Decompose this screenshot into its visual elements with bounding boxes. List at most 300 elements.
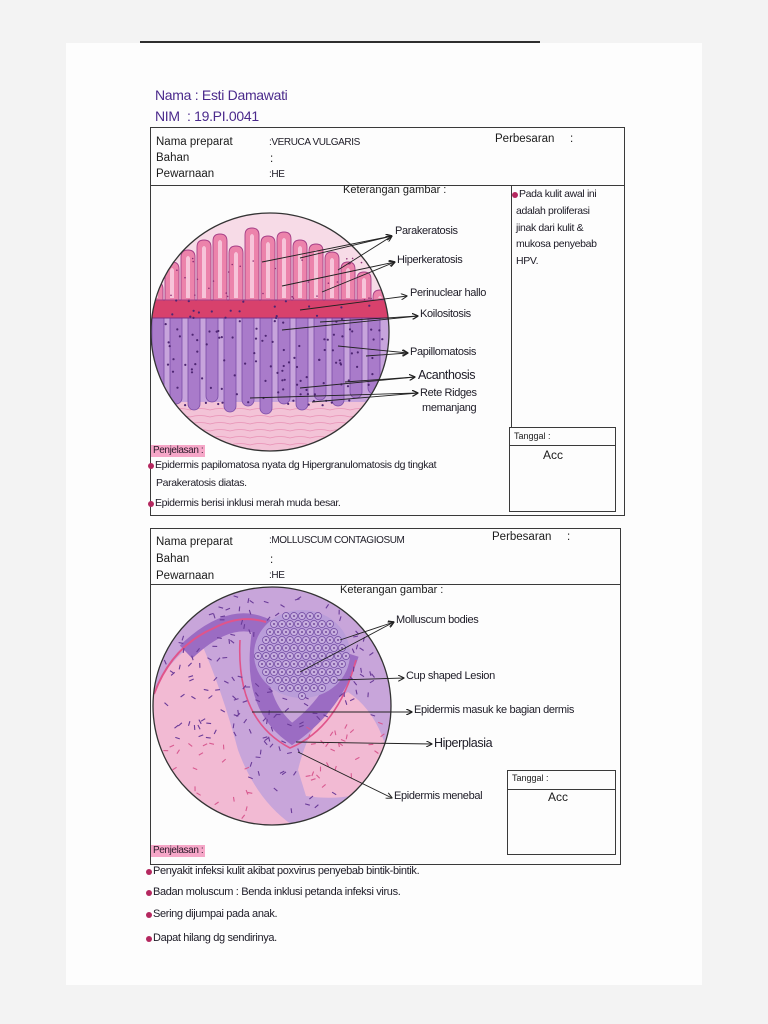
cell-nucleus-dot <box>208 330 210 332</box>
cell-nucleus-dot <box>253 352 255 354</box>
cell-nucleus-dot <box>206 343 208 345</box>
cell-nucleus-dot <box>261 340 263 342</box>
cell-nucleus-dot <box>351 352 353 354</box>
molluscum-body-nucleus <box>301 679 303 681</box>
penjelasan-line: Sering dijumpai pada anak. <box>153 908 278 920</box>
cell-nucleus-dot <box>232 336 234 338</box>
cell-nucleus-dot <box>172 358 174 360</box>
molluscum-body-nucleus <box>325 679 327 681</box>
cell-nucleus-dot <box>283 349 285 351</box>
molluscum-body-nucleus <box>337 639 339 641</box>
cell-nucleus-dot <box>283 365 285 367</box>
label-perinuclear-hallo: Perinuclear hallo <box>410 287 486 299</box>
cell-nucleus-dot <box>213 280 215 282</box>
molluscum-body-nucleus <box>313 639 315 641</box>
molluscum-body-nucleus <box>297 623 299 625</box>
cell-nucleus-dot <box>176 269 178 271</box>
cell-nucleus-dot <box>352 258 354 260</box>
papilla-core <box>330 258 334 298</box>
cell-nucleus-dot <box>332 349 334 351</box>
cell-nucleus-dot <box>194 363 196 365</box>
molluscum-body-nucleus <box>309 631 311 633</box>
side-note-line: HPV. <box>516 255 539 267</box>
side-note-line: mukosa penyebab <box>516 238 597 250</box>
molluscum-body-nucleus <box>321 671 323 673</box>
nucleus-dash <box>206 737 211 738</box>
label-memanjang: memanjang <box>422 402 477 414</box>
molluscum-body-nucleus <box>337 655 339 657</box>
molluscum-body-nucleus <box>305 623 307 625</box>
cell-nucleus-dot <box>255 360 257 362</box>
molluscum-body-nucleus <box>301 647 303 649</box>
label-hiperplasia: Hiperplasia <box>434 736 493 750</box>
molluscum-body-nucleus <box>321 623 323 625</box>
molluscum-body-nucleus <box>269 631 271 633</box>
cell-nucleus-dot <box>308 281 310 283</box>
cell-nucleus-dot <box>184 364 186 366</box>
molluscum-body-nucleus <box>285 647 287 649</box>
label-molluscum-bodies: Molluscum bodies <box>396 614 479 626</box>
label-cup-shaped-lesion: Cup shaped Lesion <box>406 670 495 682</box>
nucleus-dash <box>234 797 235 802</box>
molluscum-body-nucleus <box>325 647 327 649</box>
label-parakeratosis: Parakeratosis <box>395 225 458 237</box>
cell-nucleus-dot <box>218 337 220 339</box>
cell-nucleus-dot <box>262 293 264 295</box>
molluscum-body-nucleus <box>297 687 299 689</box>
cell-nucleus-dot <box>287 403 289 405</box>
papilla-core <box>282 238 286 298</box>
cell-nucleus-dot <box>381 338 383 340</box>
cell-nucleus-dot <box>191 371 193 373</box>
cell-nucleus-dot <box>323 338 325 340</box>
cell-nucleus-dot <box>333 334 335 336</box>
molluscum-body-nucleus <box>337 671 339 673</box>
rete-ridge <box>188 306 200 410</box>
cell-nucleus-dot <box>239 320 241 322</box>
cell-nucleus-dot <box>223 359 225 361</box>
cell-nucleus-dot <box>221 388 223 390</box>
cell-nucleus-dot <box>314 393 316 395</box>
cell-nucleus-dot <box>244 363 246 365</box>
molluscum-body-nucleus <box>309 679 311 681</box>
cell-nucleus-dot <box>296 384 298 386</box>
molluscum-body-nucleus <box>273 671 275 673</box>
cell-nucleus-dot <box>364 299 366 301</box>
cell-nucleus-dot <box>196 339 198 341</box>
pewarnaan-value: :HE <box>269 169 285 180</box>
cell-nucleus-dot <box>188 299 190 301</box>
papilla-core <box>362 278 366 298</box>
cell-nucleus-dot <box>322 404 324 406</box>
cell-nucleus-dot <box>298 345 300 347</box>
cell-nucleus-dot <box>373 338 375 340</box>
cell-nucleus-dot <box>191 368 193 370</box>
cell-nucleus-dot <box>340 306 342 308</box>
molluscum-body-nucleus <box>341 663 343 665</box>
cell-nucleus-dot <box>274 320 276 322</box>
molluscum-body-nucleus <box>293 679 295 681</box>
keterangan-gambar-label: Keterangan gambar : <box>343 184 447 196</box>
nama-preparat-value: :VERUCA VULGARIS <box>269 137 360 148</box>
cell-nucleus-dot <box>346 258 348 260</box>
papilla-core <box>186 256 190 298</box>
cell-nucleus-dot <box>348 399 350 401</box>
nama-preparat-label: Nama preparat <box>156 536 233 548</box>
cell-nucleus-dot <box>306 376 308 378</box>
label-epidermis-masuk-dermis: Epidermis masuk ke bagian dermis <box>414 704 574 716</box>
molluscum-body-nucleus <box>285 615 287 617</box>
side-note-line: adalah proliferasi <box>516 205 590 217</box>
molluscum-body-nucleus <box>317 679 319 681</box>
bullet-icon <box>146 869 152 875</box>
nucleus-dash <box>267 719 268 724</box>
molluscum-body-nucleus <box>273 623 275 625</box>
cell-nucleus-dot <box>264 380 266 382</box>
cell-nucleus-dot <box>282 322 284 324</box>
nucleus-dash <box>206 723 211 724</box>
cell-nucleus-dot <box>236 393 238 395</box>
nucleus-dash <box>256 757 261 758</box>
cell-nucleus-dot <box>228 271 230 273</box>
cell-nucleus-dot <box>192 258 194 260</box>
molluscum-body-nucleus <box>333 663 335 665</box>
cell-nucleus-dot <box>292 296 294 298</box>
bullet-icon <box>146 936 152 942</box>
penjelasan-line: Epidermis berisi inklusi merah muda besar. <box>155 497 341 509</box>
tanggal-label: Tanggal : <box>512 773 549 783</box>
molluscum-body-nucleus <box>281 639 283 641</box>
cell-nucleus-dot <box>368 384 370 386</box>
molluscum-body-nucleus <box>301 631 303 633</box>
cell-nucleus-dot <box>201 377 203 379</box>
molluscum-body-nucleus <box>317 615 319 617</box>
cell-nucleus-dot <box>179 335 181 337</box>
cell-nucleus-dot <box>210 387 212 389</box>
molluscum-body-nucleus <box>261 663 263 665</box>
molluscum-body-nucleus <box>277 631 279 633</box>
cell-nucleus-dot <box>230 310 232 312</box>
molluscum-body-nucleus <box>313 655 315 657</box>
side-note-line: Pada kulit awal ini <box>519 188 597 200</box>
molluscum-body-nucleus <box>273 655 275 657</box>
cell-nucleus-dot <box>308 305 310 307</box>
molluscum-body-nucleus <box>321 639 323 641</box>
cell-nucleus-dot <box>231 264 233 266</box>
label-papillomatosis: Papillomatosis <box>410 346 477 358</box>
cell-nucleus-dot <box>217 403 219 405</box>
molluscum-body-nucleus <box>293 615 295 617</box>
cell-nucleus-dot <box>226 292 228 294</box>
cell-nucleus-dot <box>221 336 223 338</box>
molluscum-body-nucleus <box>257 655 259 657</box>
cell-nucleus-dot <box>357 351 359 353</box>
cell-nucleus-dot <box>281 370 283 372</box>
molluscum-body-nucleus <box>301 615 303 617</box>
cell-nucleus-dot <box>288 361 290 363</box>
bullet-icon <box>148 463 154 469</box>
molluscum-body-nucleus <box>317 647 319 649</box>
molluscum-body-nucleus <box>309 647 311 649</box>
bullet-icon <box>146 912 152 918</box>
cell-nucleus-dot <box>368 305 370 307</box>
bahan-value: : <box>270 554 274 566</box>
cell-nucleus-dot <box>339 359 341 361</box>
molluscum-body-nucleus <box>269 679 271 681</box>
cell-nucleus-dot <box>351 330 353 332</box>
papilla-core <box>170 268 174 298</box>
molluscum-body-nucleus <box>329 639 331 641</box>
papilla-core <box>250 234 254 298</box>
nucleus-dash <box>238 710 239 715</box>
molluscum-body-nucleus <box>341 647 343 649</box>
label-acanthosis: Acanthosis <box>418 368 476 382</box>
cell-nucleus-dot <box>171 313 173 315</box>
label-rete-ridges: Rete Ridges <box>420 387 477 399</box>
pewarnaan-value: :HE <box>269 570 285 581</box>
cell-nucleus-dot <box>270 365 272 367</box>
molluscum-body-nucleus <box>329 623 331 625</box>
cell-nucleus-dot <box>255 328 257 330</box>
cell-nucleus-dot <box>316 315 318 317</box>
molluscum-body-nucleus <box>289 655 291 657</box>
rete-ridge <box>152 306 164 398</box>
cell-nucleus-dot <box>211 310 213 312</box>
molluscum-body-nucleus <box>265 655 267 657</box>
cell-nucleus-dot <box>184 277 186 279</box>
molluscum-body-nucleus <box>277 663 279 665</box>
cell-nucleus-dot <box>255 338 257 340</box>
nama-preparat-value: :MOLLUSCUM CONTAGIOSUM <box>269 535 405 546</box>
cell-nucleus-dot <box>224 317 226 319</box>
molluscum-body-nucleus <box>313 671 315 673</box>
bahan-label: Bahan <box>156 152 190 164</box>
nucleus-dash <box>239 607 240 612</box>
molluscum-body-nucleus <box>281 671 283 673</box>
molluscum-body-nucleus <box>265 671 267 673</box>
cell-nucleus-dot <box>176 328 178 330</box>
nucleus-dash <box>311 744 316 745</box>
keterangan-gambar-label: Keterangan gambar : <box>340 584 444 596</box>
nucleus-dash <box>260 750 261 755</box>
molluscum-body-nucleus <box>297 671 299 673</box>
molluscum-body-nucleus <box>289 639 291 641</box>
cell-nucleus-dot <box>227 296 229 298</box>
cell-nucleus-dot <box>242 301 244 303</box>
tanggal-label: Tanggal : <box>514 431 551 441</box>
rete-ridge <box>170 306 182 404</box>
molluscum-body-nucleus <box>281 687 283 689</box>
cell-nucleus-dot <box>216 331 218 333</box>
cell-nucleus-dot <box>276 315 278 317</box>
molluscum-body-nucleus <box>277 679 279 681</box>
cell-nucleus-dot <box>318 359 320 361</box>
penjelasan-line: Penyakit infeksi kulit akibat poxvirus penyebab bintik-bintik. <box>153 865 420 877</box>
cell-nucleus-dot <box>198 311 200 313</box>
molluscum-body-nucleus <box>285 679 287 681</box>
cell-nucleus-dot <box>323 382 325 384</box>
molluscum-body-nucleus <box>277 647 279 649</box>
cell-nucleus-dot <box>265 335 267 337</box>
nucleus-dash <box>267 692 272 693</box>
perbesaran-label: Perbesaran <box>495 133 555 145</box>
molluscum-body-nucleus <box>301 695 303 697</box>
cell-nucleus-dot <box>341 318 343 320</box>
molluscum-body-nucleus <box>289 687 291 689</box>
penjelasan-heading: Penjelasan : <box>153 445 204 456</box>
molluscum-body-nucleus <box>309 663 311 665</box>
cell-nucleus-dot <box>370 298 372 300</box>
papilla-core <box>202 246 206 298</box>
molluscum-body-nucleus <box>281 655 283 657</box>
cell-nucleus-dot <box>292 400 294 402</box>
cell-nucleus-dot <box>205 402 207 404</box>
cell-nucleus-dot <box>371 357 373 359</box>
molluscum-body-nucleus <box>269 663 271 665</box>
cell-nucleus-dot <box>324 349 326 351</box>
molluscum-body-nucleus <box>285 663 287 665</box>
student-nim: NIM : 19.PI.0041 <box>155 108 259 124</box>
papilla-core <box>218 240 222 298</box>
nucleus-dash <box>233 723 234 728</box>
molluscum-body-nucleus <box>305 687 307 689</box>
bullet-icon <box>146 890 152 896</box>
molluscum-body-nucleus <box>297 639 299 641</box>
cell-nucleus-dot <box>192 261 194 263</box>
molluscum-body-nucleus <box>333 631 335 633</box>
nama-preparat-label: Nama preparat <box>156 136 233 148</box>
side-note-line: jinak dari kulit & <box>516 222 584 234</box>
cell-nucleus-dot <box>192 334 194 336</box>
pewarnaan-label: Pewarnaan <box>156 168 215 180</box>
molluscum-body-nucleus <box>305 639 307 641</box>
cell-nucleus-dot <box>308 404 310 406</box>
cell-nucleus-dot <box>252 260 254 262</box>
pewarnaan-label: Pewarnaan <box>156 570 215 582</box>
cell-nucleus-dot <box>368 297 370 299</box>
cell-nucleus-dot <box>167 364 169 366</box>
label-koilositosis: Koilositosis <box>420 308 471 320</box>
molluscum-body-nucleus <box>309 615 311 617</box>
cell-nucleus-dot <box>341 335 343 337</box>
cell-nucleus-dot <box>165 323 167 325</box>
molluscum-body-nucleus <box>329 671 331 673</box>
molluscum-body-nucleus <box>293 663 295 665</box>
molluscum-body-nucleus <box>281 623 283 625</box>
molluscum-body-nucleus <box>317 631 319 633</box>
cell-nucleus-dot <box>305 389 307 391</box>
bahan-value: : <box>270 153 274 165</box>
cell-nucleus-dot <box>371 373 373 375</box>
cell-nucleus-dot <box>349 328 351 330</box>
molluscum-body-nucleus <box>321 655 323 657</box>
molluscum-body-nucleus <box>321 687 323 689</box>
molluscum-body-nucleus <box>333 647 335 649</box>
cell-nucleus-dot <box>172 371 174 373</box>
rete-ridge <box>296 306 308 410</box>
rete-ridge <box>224 306 236 412</box>
cell-nucleus-dot <box>194 294 196 296</box>
cell-nucleus-dot <box>184 404 186 406</box>
cell-nucleus-dot <box>239 266 241 268</box>
cell-nucleus-dot <box>378 329 380 331</box>
molluscum-body-nucleus <box>261 647 263 649</box>
penjelasan-line: Parakeratosis diatas. <box>156 477 247 489</box>
molluscum-body-nucleus <box>317 663 319 665</box>
cell-nucleus-dot <box>340 363 342 365</box>
molluscum-body-nucleus <box>301 663 303 665</box>
cell-nucleus-dot <box>276 372 278 374</box>
cell-nucleus-dot <box>301 259 303 261</box>
bahan-label: Bahan <box>156 553 190 565</box>
cell-nucleus-dot <box>300 380 302 382</box>
molluscum-body-nucleus <box>285 631 287 633</box>
cell-nucleus-dot <box>293 357 295 359</box>
cell-nucleus-dot <box>337 281 339 283</box>
cell-nucleus-dot <box>275 268 277 270</box>
cell-nucleus-dot <box>221 402 223 404</box>
label-hiperkeratosis: Hiperkeratosis <box>397 254 463 266</box>
cell-nucleus-dot <box>281 379 283 381</box>
student-name: Nama : Esti Damawati <box>155 87 288 103</box>
molluscum-body-nucleus <box>313 687 315 689</box>
bullet-icon <box>148 501 154 507</box>
bullet-icon <box>512 192 518 198</box>
cell-nucleus-dot <box>370 329 372 331</box>
penjelasan-line: Epidermis papilomatosa nyata dg Hipergranulomatosis dg tingkat <box>155 459 437 471</box>
cell-nucleus-dot <box>170 295 172 297</box>
cell-nucleus-dot <box>361 262 363 264</box>
label-epidermis-menebal: Epidermis menebal <box>394 790 483 802</box>
cell-nucleus-dot <box>168 341 170 343</box>
rete-ridge <box>242 306 254 406</box>
molluscum-body-nucleus <box>297 655 299 657</box>
molluscum-body-nucleus <box>293 631 295 633</box>
perbesaran-value: : <box>570 133 574 145</box>
papilla-core <box>266 242 270 298</box>
cell-nucleus-dot <box>275 317 277 319</box>
nucleus-dash <box>291 808 292 813</box>
molluscum-body-nucleus <box>269 647 271 649</box>
cell-nucleus-dot <box>282 388 284 390</box>
cell-nucleus-dot <box>197 279 199 281</box>
molluscum-body-nucleus <box>293 647 295 649</box>
cell-nucleus-dot <box>175 299 177 301</box>
molluscum-body-nucleus <box>313 623 315 625</box>
cell-nucleus-dot <box>247 401 249 403</box>
molluscum-body-nucleus <box>289 671 291 673</box>
molluscum-body-nucleus <box>345 655 347 657</box>
acc-approval: Acc <box>543 448 564 462</box>
molluscum-body-nucleus <box>305 655 307 657</box>
molluscum-body-nucleus <box>273 639 275 641</box>
penjelasan-line: Badan moluscum : Benda inklusi petanda infeksi virus. <box>153 886 401 898</box>
penjelasan-line: Dapat hilang dg sendirinya. <box>153 932 277 944</box>
molluscum-body-nucleus <box>289 623 291 625</box>
cell-nucleus-dot <box>208 288 210 290</box>
cell-nucleus-dot <box>347 385 349 387</box>
penjelasan-heading: Penjelasan : <box>153 845 204 856</box>
cell-nucleus-dot <box>284 379 286 381</box>
perbesaran-label: Perbesaran <box>492 531 552 543</box>
cell-nucleus-dot <box>277 391 279 393</box>
cell-nucleus-dot <box>285 300 287 302</box>
cell-nucleus-dot <box>196 351 198 353</box>
cell-nucleus-dot <box>300 393 302 395</box>
cell-nucleus-dot <box>296 366 298 368</box>
cell-nucleus-dot <box>272 341 274 343</box>
molluscum-body-nucleus <box>265 639 267 641</box>
